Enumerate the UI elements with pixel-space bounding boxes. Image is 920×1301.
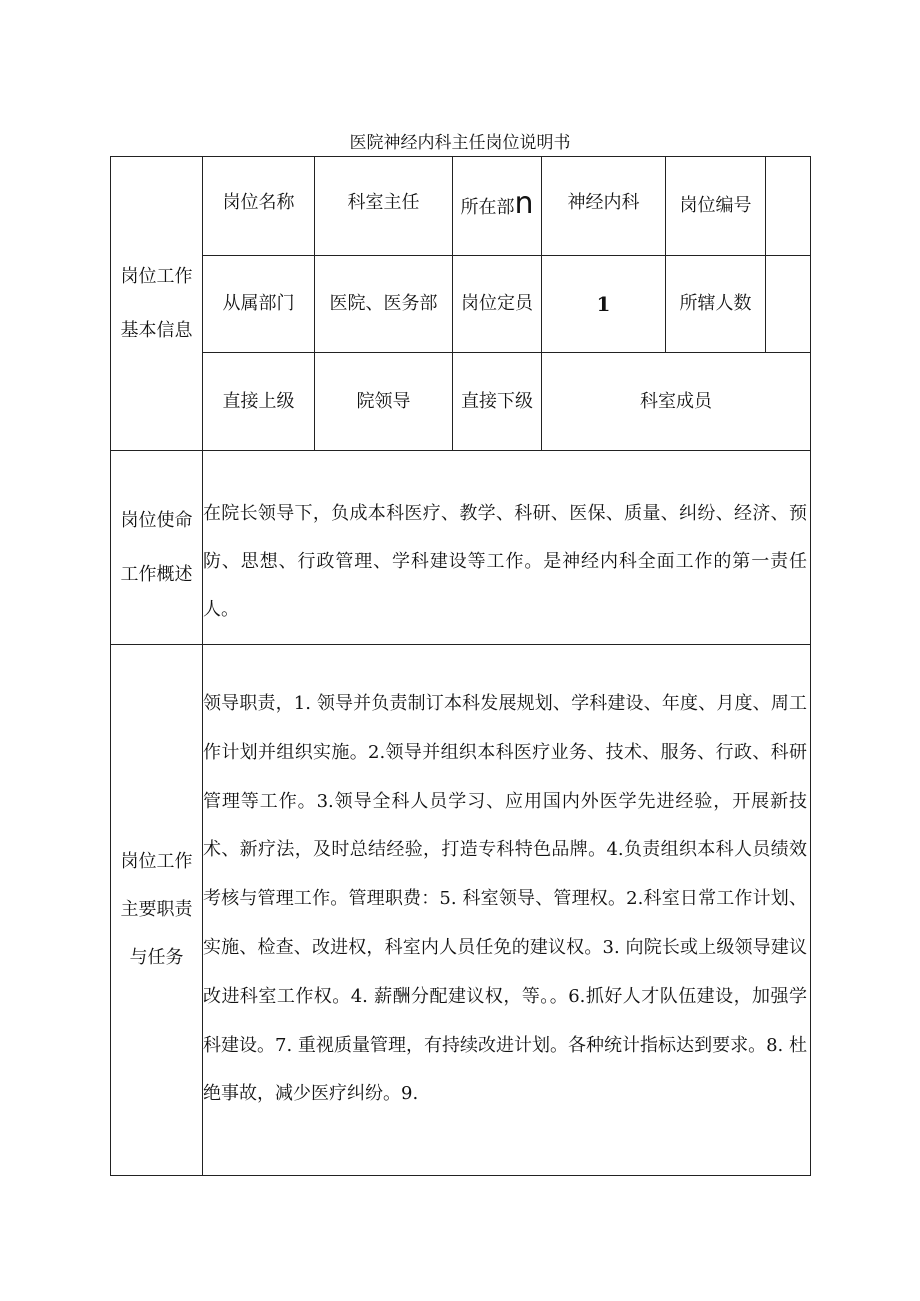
- direct-subordinate-label: 直接下级: [461, 390, 533, 412]
- mission-label: 岗位使命工作概述: [120, 509, 193, 585]
- parent-department-label: 从属部门: [222, 293, 295, 314]
- subordinates-label: 所辖人数: [679, 293, 752, 314]
- duties-text: 领导职责，1. 领导并负责制订本科发展规划、学科建设、年度、月度、周工作计划并组织实施。2.领导并组织本科医疗业务、技术、服务、行政、科研管理等工作。3.领导全科人员学习、应用国内外医学先进经验，开展新技术、新疗法，及时总结经验，打造专科特色品牌。4.负责组织本科人员绩效考核与管理工作。管理职费：5. 科室领导、管理权。2.科室日常工作计划、实施、检查、改进权，科室内人员任免的建议权。3. 向院长或上级领导建议改进科室工作权。4. 薪酬分配建议权，等。。6.抓好人才队伍建设，加强学科建设。7. 重视质量管理，有持续改进计划。各种统计指标达到要求。8. 杜绝事故，减少医疗纠纷。9.: [203, 693, 807, 1105]
- duties-label: 岗位工作主要职责与任务: [120, 851, 193, 968]
- basic-info-label: 岗位工作基本信息: [120, 265, 193, 341]
- direct-subordinate-value: 科室成员: [640, 390, 712, 412]
- position-number-label: 岗位编号: [679, 195, 752, 216]
- parent-department-value: 医院、医务部: [329, 293, 438, 314]
- department-value: 神经内科: [567, 192, 640, 213]
- direct-superior-value: 院领导: [356, 390, 411, 412]
- headcount-value: 1: [596, 292, 611, 316]
- position-number-value: [766, 157, 810, 255]
- position-name-value: 科室主任: [347, 192, 420, 213]
- subordinates-value: [766, 256, 810, 352]
- headcount-label: 岗位定员: [461, 293, 533, 314]
- direct-superior-label: 直接上级: [222, 390, 295, 412]
- mission-text: 在院长领导下，负成本科医疗、教学、科研、医保、质量、纠纷、经济、预防、思想、行政管理、学科建设等工作。是神经内科全面工作的第一责任人。: [203, 503, 807, 620]
- page-title: 医院神经内科主任岗位说明书: [349, 133, 571, 153]
- position-name-label: 岗位名称: [222, 192, 295, 213]
- department-label: 所在部n: [460, 186, 534, 221]
